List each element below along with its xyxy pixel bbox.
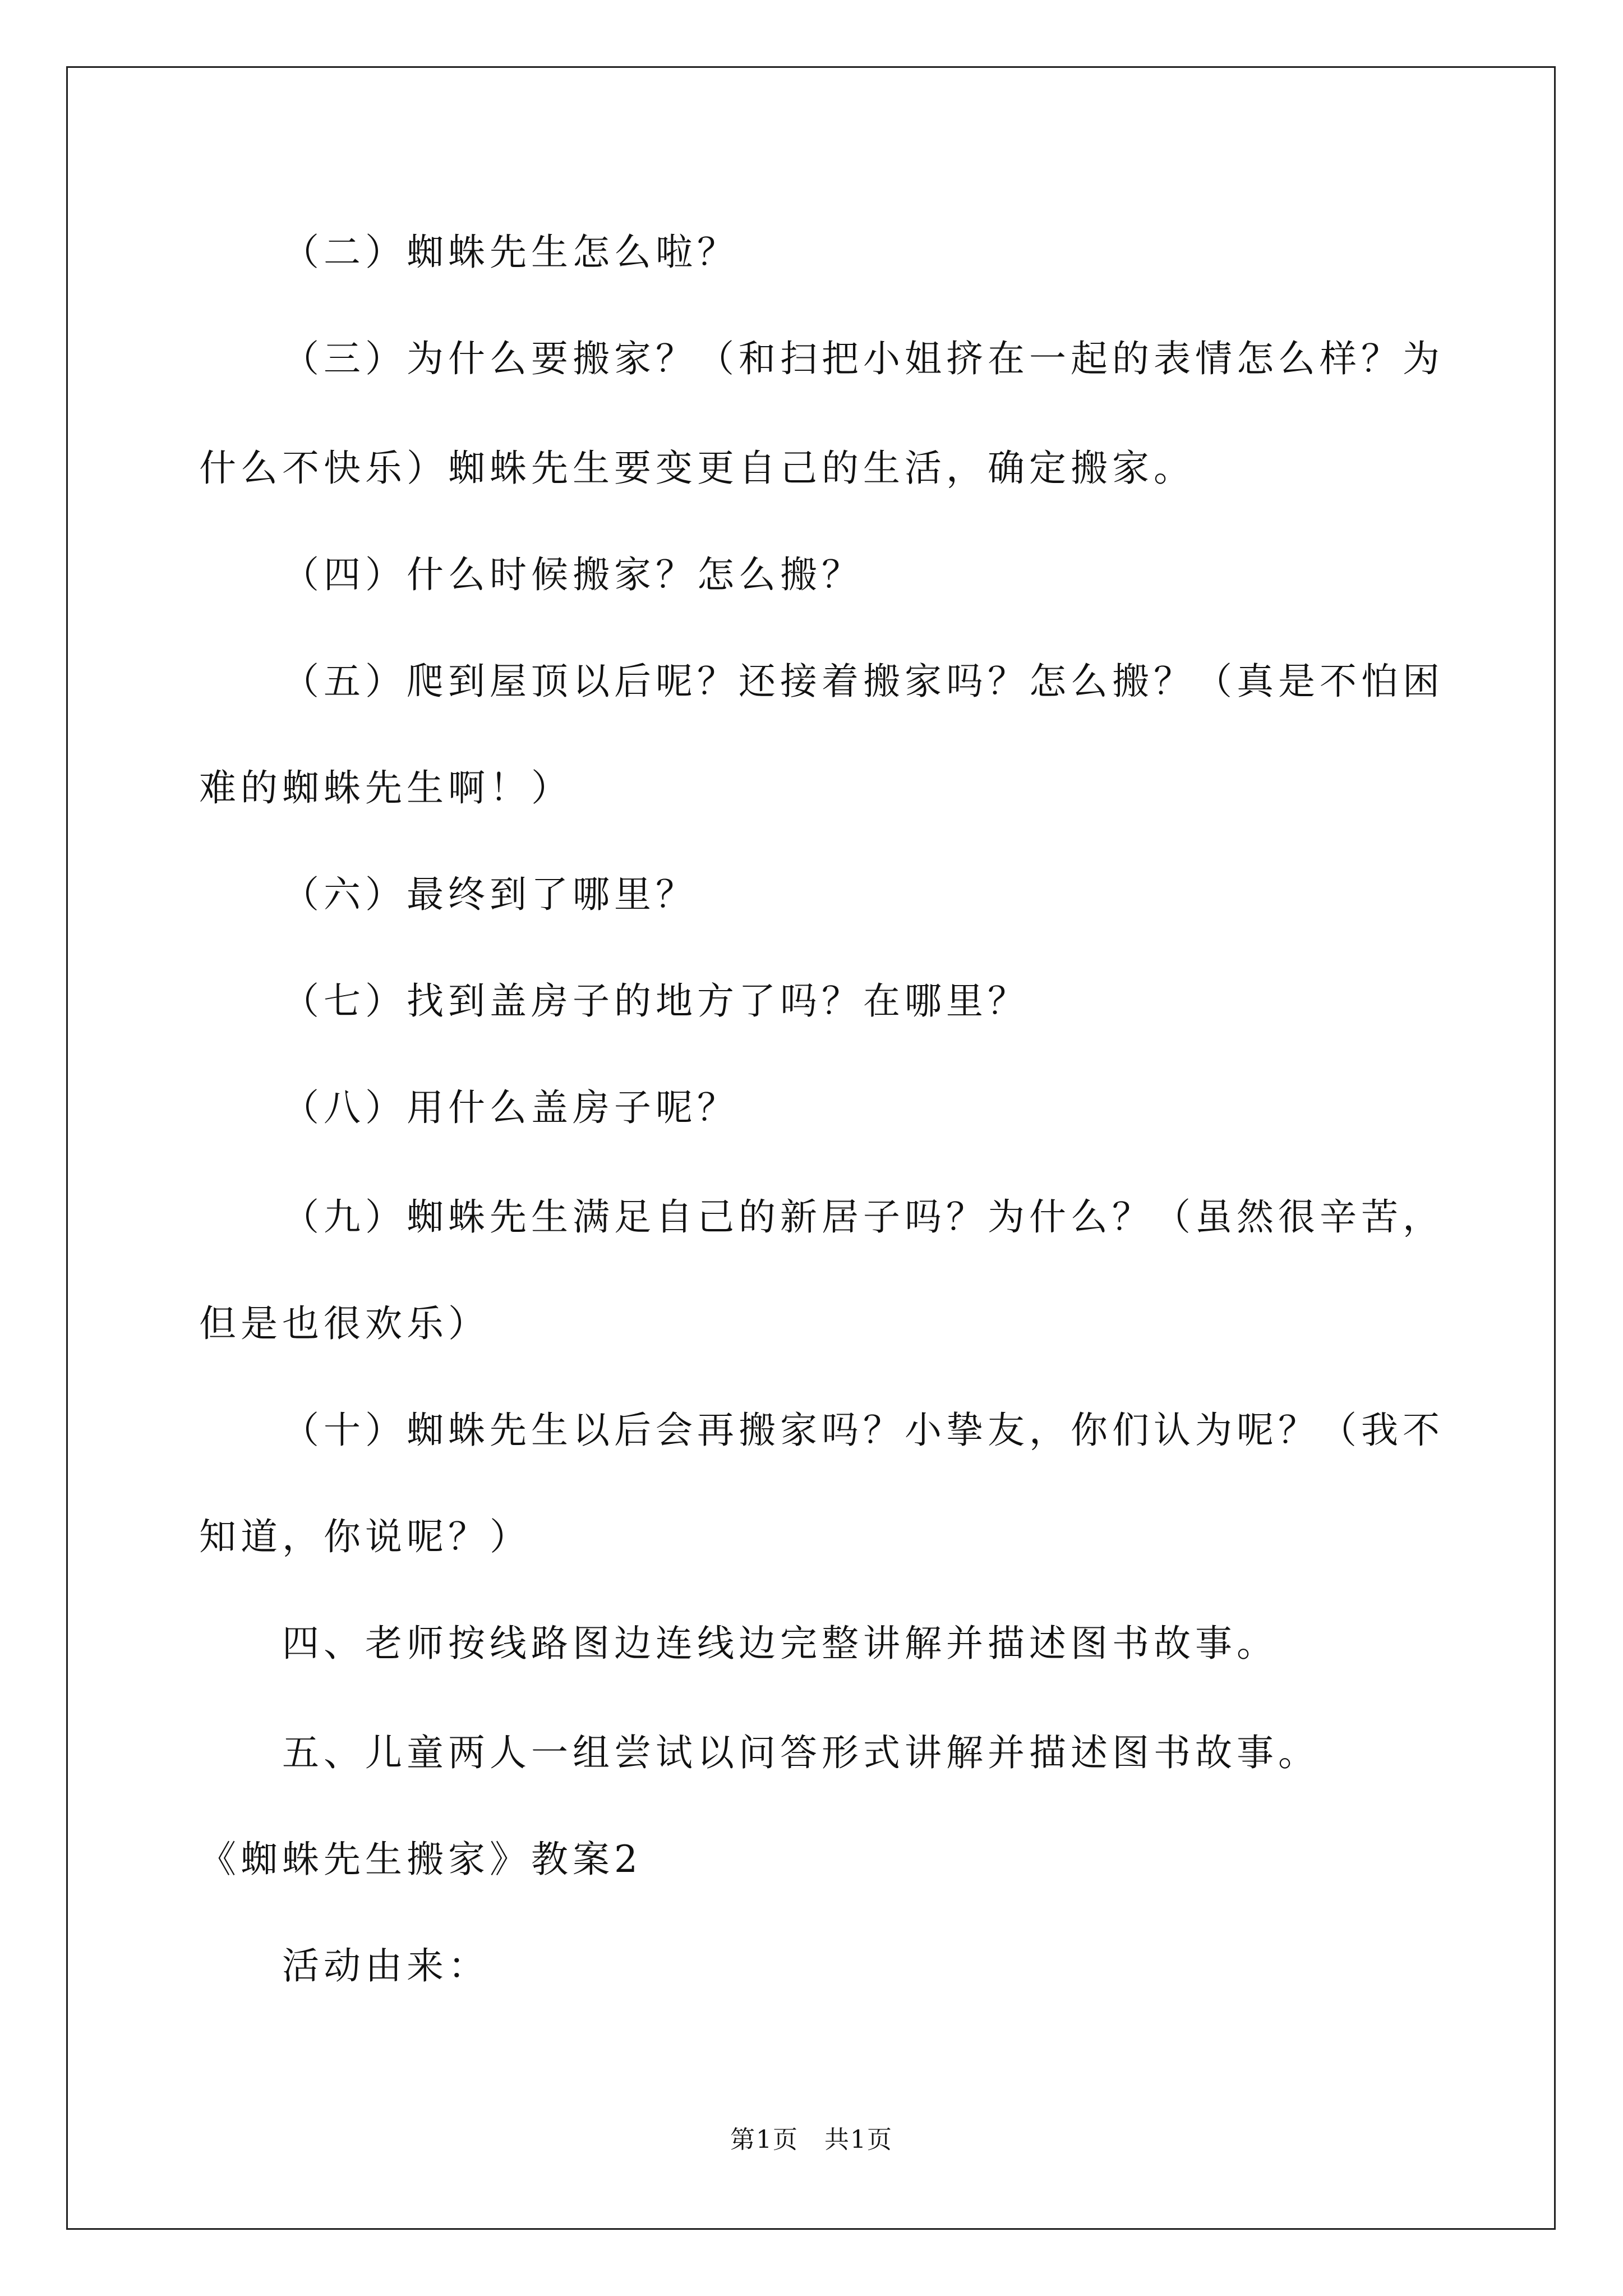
section-heading: 《蜘蛛先生搬家》教案2 xyxy=(199,1838,642,1881)
text-line-1: （二）蜘蛛先生怎么啦？ xyxy=(282,231,739,274)
text-line-12: （十）蜘蛛先生以后会再搬家吗？小挚友，你们认为呢？（我不 xyxy=(282,1409,1444,1452)
page-border xyxy=(66,66,1556,2230)
text-line-2: （三）为什么要搬家？（和扫把小姐挤在一起的表情怎么样？为 xyxy=(282,337,1444,380)
text-line-15: 五、儿童两人一组尝试以问答形式讲解并描述图书故事。 xyxy=(282,1731,1320,1774)
page-footer: 第1页 共1页 xyxy=(730,2125,893,2154)
text-line-11: 但是也很欢乐） xyxy=(199,1302,490,1345)
text-line-3: 什么不快乐）蜘蛛先生要变更自己的生活，确定搬家。 xyxy=(199,447,1195,490)
text-line-4: （四）什么时候搬家？怎么搬？ xyxy=(282,553,863,596)
text-line-8: （七）找到盖房子的地方了吗？在哪里？ xyxy=(282,979,1029,1023)
text-line-10: （九）蜘蛛先生满足自己的新居子吗？为什么？（虽然很辛苦， xyxy=(282,1195,1444,1239)
text-line-14: 四、老师按线路图边连线边完整讲解并描述图书故事。 xyxy=(282,1622,1278,1665)
text-line-6: 难的蜘蛛先生啊！） xyxy=(199,766,573,809)
text-line-5: （五）爬到屋顶以后呢？还接着搬家吗？怎么搬？（真是不怕困 xyxy=(282,660,1444,703)
text-line-13: 知道，你说呢？） xyxy=(199,1515,531,1558)
text-line-7: （六）最终到了哪里？ xyxy=(282,873,697,916)
text-line-9: （八）用什么盖房子呢？ xyxy=(282,1086,739,1129)
text-line-17: 活动由来： xyxy=(282,1944,490,1987)
